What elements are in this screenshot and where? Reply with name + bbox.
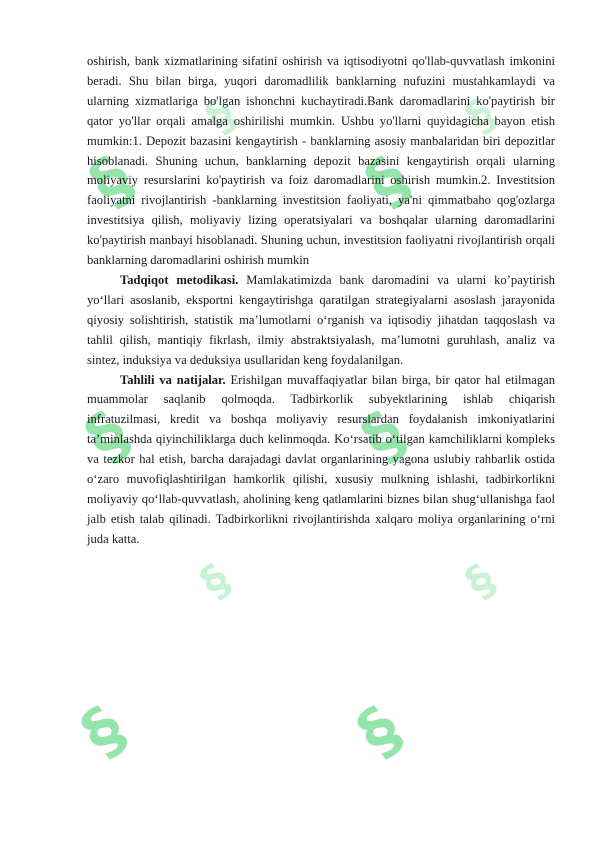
watermark-logo: §: [456, 554, 506, 609]
watermark-logo: §: [191, 554, 241, 609]
section-heading-results: Tahlili va natijalar.: [120, 372, 226, 387]
watermark-logo: §: [348, 397, 420, 477]
watermark-logo: §: [72, 397, 144, 477]
paragraph-methodology: [87, 271, 555, 371]
paragraph-results: [87, 371, 555, 550]
paragraph-text: oshirish, bank xizmatlarining sifatini oshirish va iqtisodiyotni qo'llab-quvvatlash imkonini beradi. Shu bilan birga, yuqori daromadlilik banklarning nufuzini mustahkamlaydi va ularning xizmatlariga bo'lgan ishonchni kuchaytiradi.Bank daromadlarini ko'paytirish bir qator yo'llar orqali amalga oshirilishi mumkin. Ushbu yo'llarni quyidagicha bayon etish mumkin:1. Depozit bazasini kengaytirish - banklarning asosiy manbalaridan biri depozitlar hisoblanadi. Shuning uchun, banklarning depozit bazasini kengaytirish orqali ularning moliyaviy resurslarini ko'paytirish va foiz daromadlarini oshirish mumkin.2. Investitsion faoliyatni rivojlantirish -banklarning investitsion faoliyati, ya'ni qimmatbaho qog'ozlarga investitsiya qilish, moliyaviy lizing operatsiyalari va boshqalar ularning daromadlarini ko'paytirish manbayi hisoblanadi. Shuning uchun, investitsion faoliyatni rivojlantirish orqali banklarning daromadlarini oshirish mumkin: [87, 54, 555, 268]
watermark-logo: §: [196, 89, 246, 144]
paragraph-intro: [87, 52, 555, 271]
document-body: [87, 52, 555, 550]
watermark-logo: §: [352, 142, 424, 222]
watermark-logo: §: [76, 142, 148, 222]
paragraph-text: Erishilgan muvaffaqiyatlar bilan birga, bir qator hal etilmagan muammolar saqlanib qolmoqda. Tadbirkorlik subyektlarining ishlab chiqarish infratuzilmasi, kredit va boshqa moliyaviy resurslardan foydalanish imkoniyatlarini ta’minlashda qiyinchiliklarga duch kelinmoqda. Ko‘rsatib o‘tilgan kamchiliklarni kompleks va tezkor hal etish, barcha darajadagi davlat organlarining yagona uslubiy rahbarlik ostida o‘zaro muvofiqlashtirilgan hamkorlik qilishi, xususiy mulkning ishlashi, tadbirkorlikni moliyaviy qo‘llab-quvvatlash, aholining keng qatlamlarini biznes bilan shug‘ullanishga faol jalb etish talab qilinadi. Tadbirkorlikni rivojlantirishda xalqaro moliya organlarining o‘rni juda katta.: [87, 372, 556, 546]
watermark-logo: §: [68, 692, 140, 772]
paragraph-text: Mamlakatimizda bank daromadini va ularni ko’paytirish yo‘llari asoslanib, eksportni kengaytirishga qaratilgan strategiyalarni asoslash jarayonida qiyosiy solishtirish, statistik ma’lumotlarni o‘rganish va iqtisodiy jihatdan taqqoslash va tahlil qilish, mantiqiy fikrlash, ilmiy abstraktsiyalash, ma’lumotni guruhlash, analiz va sintez, induksiya va deduksiya usullaridan keng foydalanilgan.: [87, 272, 555, 367]
watermark-logo: §: [456, 89, 506, 144]
watermark-logo: §: [344, 692, 416, 772]
section-heading-methodology: Tadqiqot metodikasi.: [120, 272, 239, 287]
